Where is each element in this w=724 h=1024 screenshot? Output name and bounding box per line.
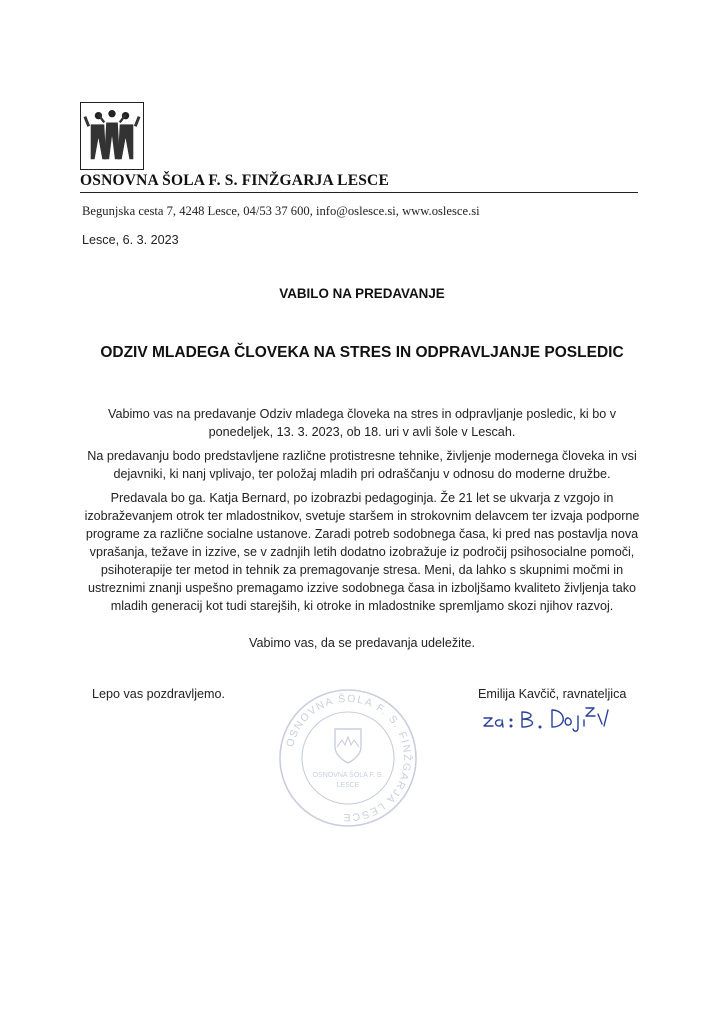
letter-subject: VABILO NA PREDAVANJE — [279, 286, 445, 301]
stamp-seal-icon — [275, 685, 421, 831]
signatory-name: Emilija Kavčič, ravnateljica — [478, 687, 627, 701]
paragraph-closing-invite — [70, 634, 654, 652]
paragraph-line: ustreznimi znanji uspešno premagamo izzive sodobnega časa in izboljšamo kvaliteto življenja tako — [87, 581, 637, 595]
letter-date: Lesce, 6. 3. 2023 — [82, 233, 179, 247]
paragraph-line: psihoterapije ter metod in tehnik za premagovanje stresa. Meni, da lahko s skupnimi močmi in — [100, 563, 624, 577]
school-stamp — [275, 685, 421, 831]
paragraph-line: vprašanja, težave in izzive, se v zadnjih letih dodatno izobražuje iz področij psihosocialne pomoči, — [89, 545, 635, 559]
paragraph-topics — [70, 447, 654, 483]
paragraph-line: ponedeljek, 13. 3. 2023, ob 18. uri v avli šole v Lescah. — [208, 425, 516, 439]
paragraph-lecturer — [70, 489, 654, 615]
svg-text:OSNOVNA ŠOLA F. S. FINŽGARJA L: OSNOVNA ŠOLA F. S. FINŽGARJA LESCE — [284, 692, 414, 824]
paragraph-line: Na predavanju bodo predstavljene različne protistresne tehnike, življenje modernega človeka in vsi — [87, 449, 637, 463]
paragraph-line: Vabimo vas, da se predavanja udeležite. — [249, 636, 475, 650]
school-logo-icon — [80, 102, 144, 170]
paragraph-line: dejavniki, ki nanj vplivajo, ter položaj mladih pri odraščanju v odnosu do moderne družbe. — [113, 467, 611, 481]
letterhead-divider — [80, 192, 638, 193]
svg-text:OSNOVNA ŠOLA F. S.: OSNOVNA ŠOLA F. S. — [312, 772, 384, 779]
handwritten-signature — [478, 700, 638, 732]
lecture-title: ODZIV MLADEGA ČLOVEKA NA STRES IN ODPRAVLJANJE POSLEDIC — [100, 344, 624, 361]
svg-text:LESCE: LESCE — [336, 782, 360, 789]
paragraph-line: Predavala bo ga. Katja Bernard, po izobrazbi pedagoginja. Že 21 let se ukvarja z vzgojo in — [110, 491, 614, 505]
paragraph-line: mladih generacij kot tudi starejših, ki otroke in mladostnike spremljamo skozi njihov razvoj. — [110, 599, 614, 613]
school-address: Begunjska cesta 7, 4248 Lesce, 04/53 37 600, info@oslesce.si, www.oslesce.si — [82, 204, 480, 218]
school-name: OSNOVNA ŠOLA F. S. FINŽGARJA LESCE — [80, 172, 389, 189]
paragraph-invitation — [70, 405, 654, 441]
closing-greeting: Lepo vas pozdravljemo. — [92, 687, 226, 701]
signature-icon — [478, 700, 638, 732]
paragraph-line: izobraževanjem otrok ter mladostnikov, svetuje staršem in strokovnim delavcem ter izvaja podporne — [84, 509, 640, 523]
paragraph-line: Vabimo vas na predavanje Odziv mladega človeka na stres in odpravljanje posledic, ki bo v — [108, 407, 616, 421]
school-logo-figures-icon — [81, 103, 143, 169]
paragraph-line: programe za različne socialne ustanove. Zaradi potreb sodobnega časa, ki pred nas postavlja nova — [85, 527, 639, 541]
